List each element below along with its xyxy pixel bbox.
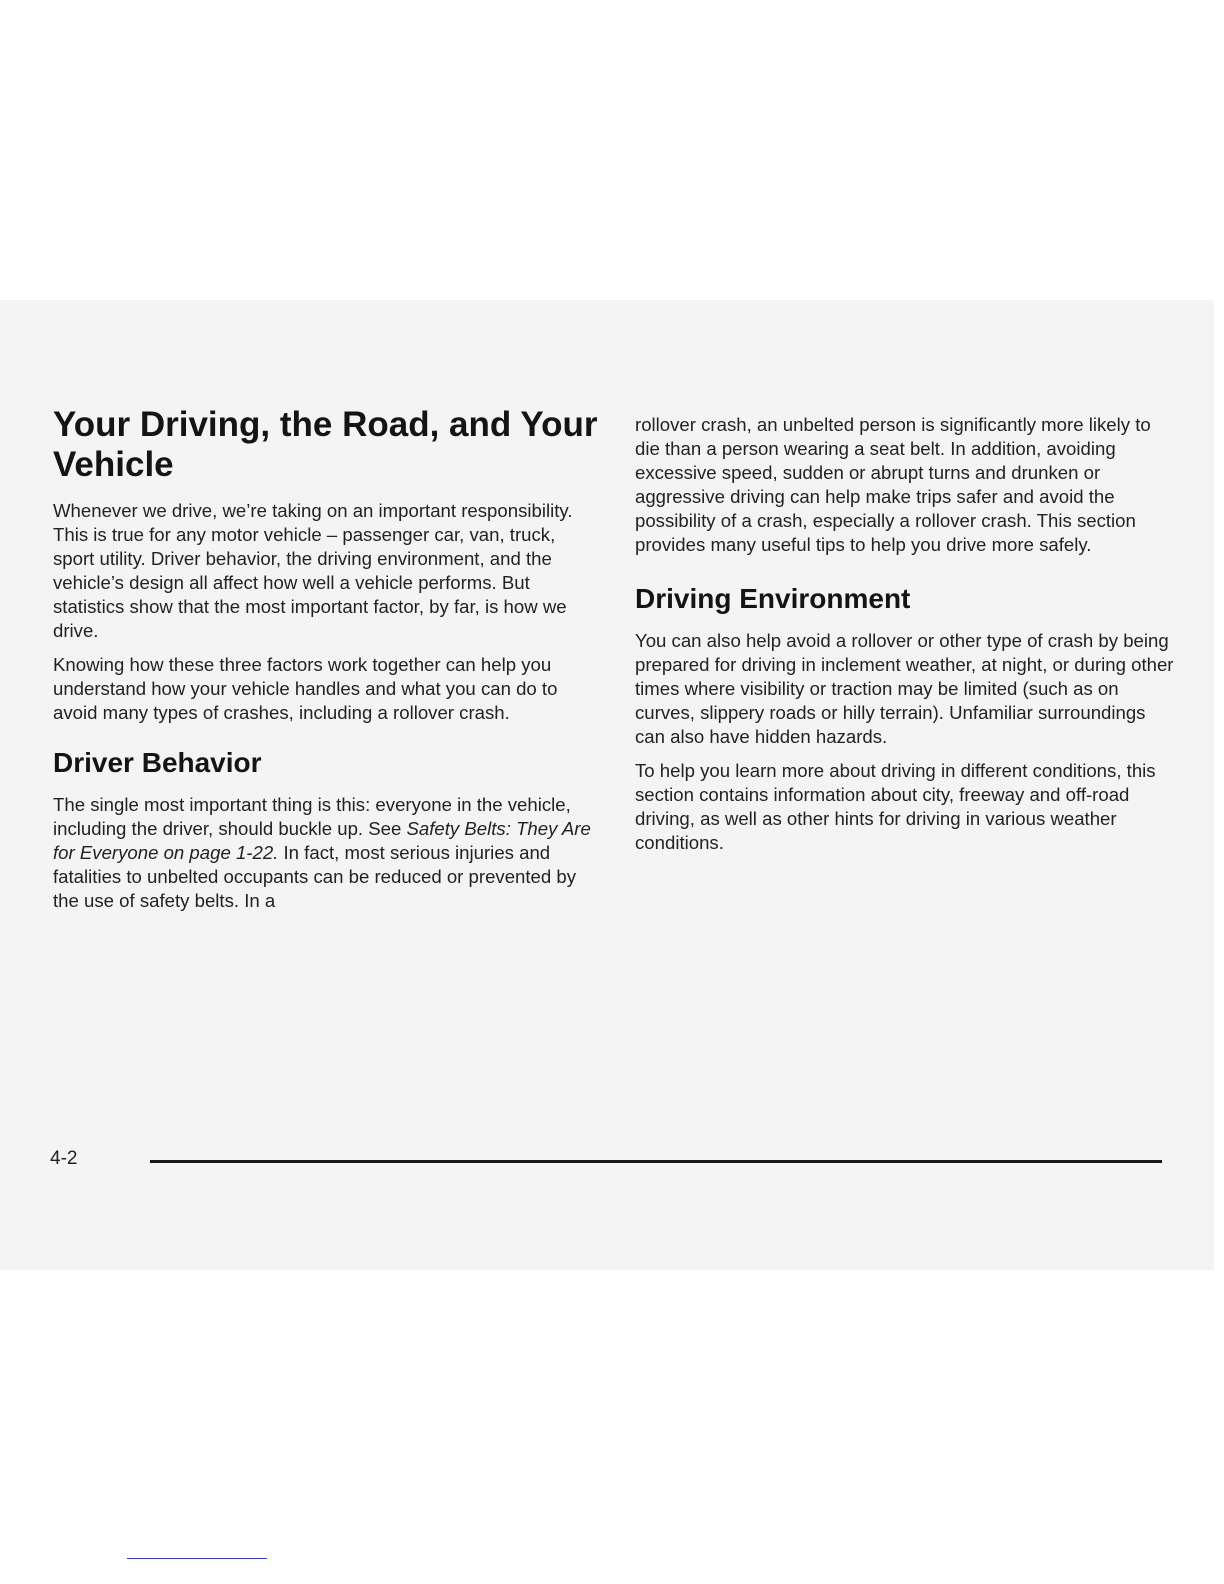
driver-behavior-text-start: The single most important thing is this: everyone in the vehicle, including the driver, should buckle up. See	[53, 794, 571, 839]
intro-paragraph-1: Whenever we drive, we’re taking on an important responsibility. This is true for any motor vehicle – passenger car, van, truck, sport utility. Driver behavior, the driving environment, and the vehicle’s design all affect how well a vehicle performs. But statistics show that the most important factor, by far, is how we drive.	[53, 500, 573, 641]
driver-behavior-text-end: In fact, most serious injuries and fatalities to unbelted occupants can be reduced or prevented by the use of safety belts. In a	[53, 842, 577, 911]
continued-paragraph: rollover crash, an unbelted person is significantly more likely to die than a person wearing a seat belt. In addition, avoiding excessive speed, sudden or abrupt turns and drunken or aggressive driving can help make trips safer and avoid the possibility of a crash, especially a rollover crash. This section provides many useful tips to help you drive more safely.	[635, 414, 1151, 555]
intro-paragraph-2: Knowing how these three factors work together can help you understand how your vehicle handles and what you can do to avoid many types of crashes, including a rollover crash.	[53, 654, 558, 723]
footer-divider	[150, 1160, 1162, 1163]
driving-environment-paragraph-1: You can also help avoid a rollover or other type of crash by being prepared for driving in inclement weather, at night, or during other times where visibility or traction may be limited (such as on curves, slippery roads or hilly terrain). Unfamiliar surroundings can also have hidden hazards.	[635, 630, 1174, 747]
page-title: Your Driving, the Road, and Your Vehicle	[53, 405, 598, 484]
right-column	[635, 413, 1175, 865]
page-number: 4-2	[50, 1148, 78, 1169]
bottom-link-underline	[127, 1558, 267, 1559]
driver-behavior-paragraph	[53, 793, 598, 913]
driver-behavior-heading: Driver Behavior	[53, 747, 262, 778]
driving-environment-heading: Driving Environment	[635, 583, 911, 614]
safety-belts-reference[interactable]: Safety Belts: They Are for Everyone on page 1-22.	[53, 818, 591, 863]
left-column	[53, 405, 598, 923]
driving-environment-paragraph-2: To help you learn more about driving in different conditions, this section contains information about city, freeway and off-road driving, as well as other hints for driving in various weather conditions.	[635, 760, 1156, 853]
